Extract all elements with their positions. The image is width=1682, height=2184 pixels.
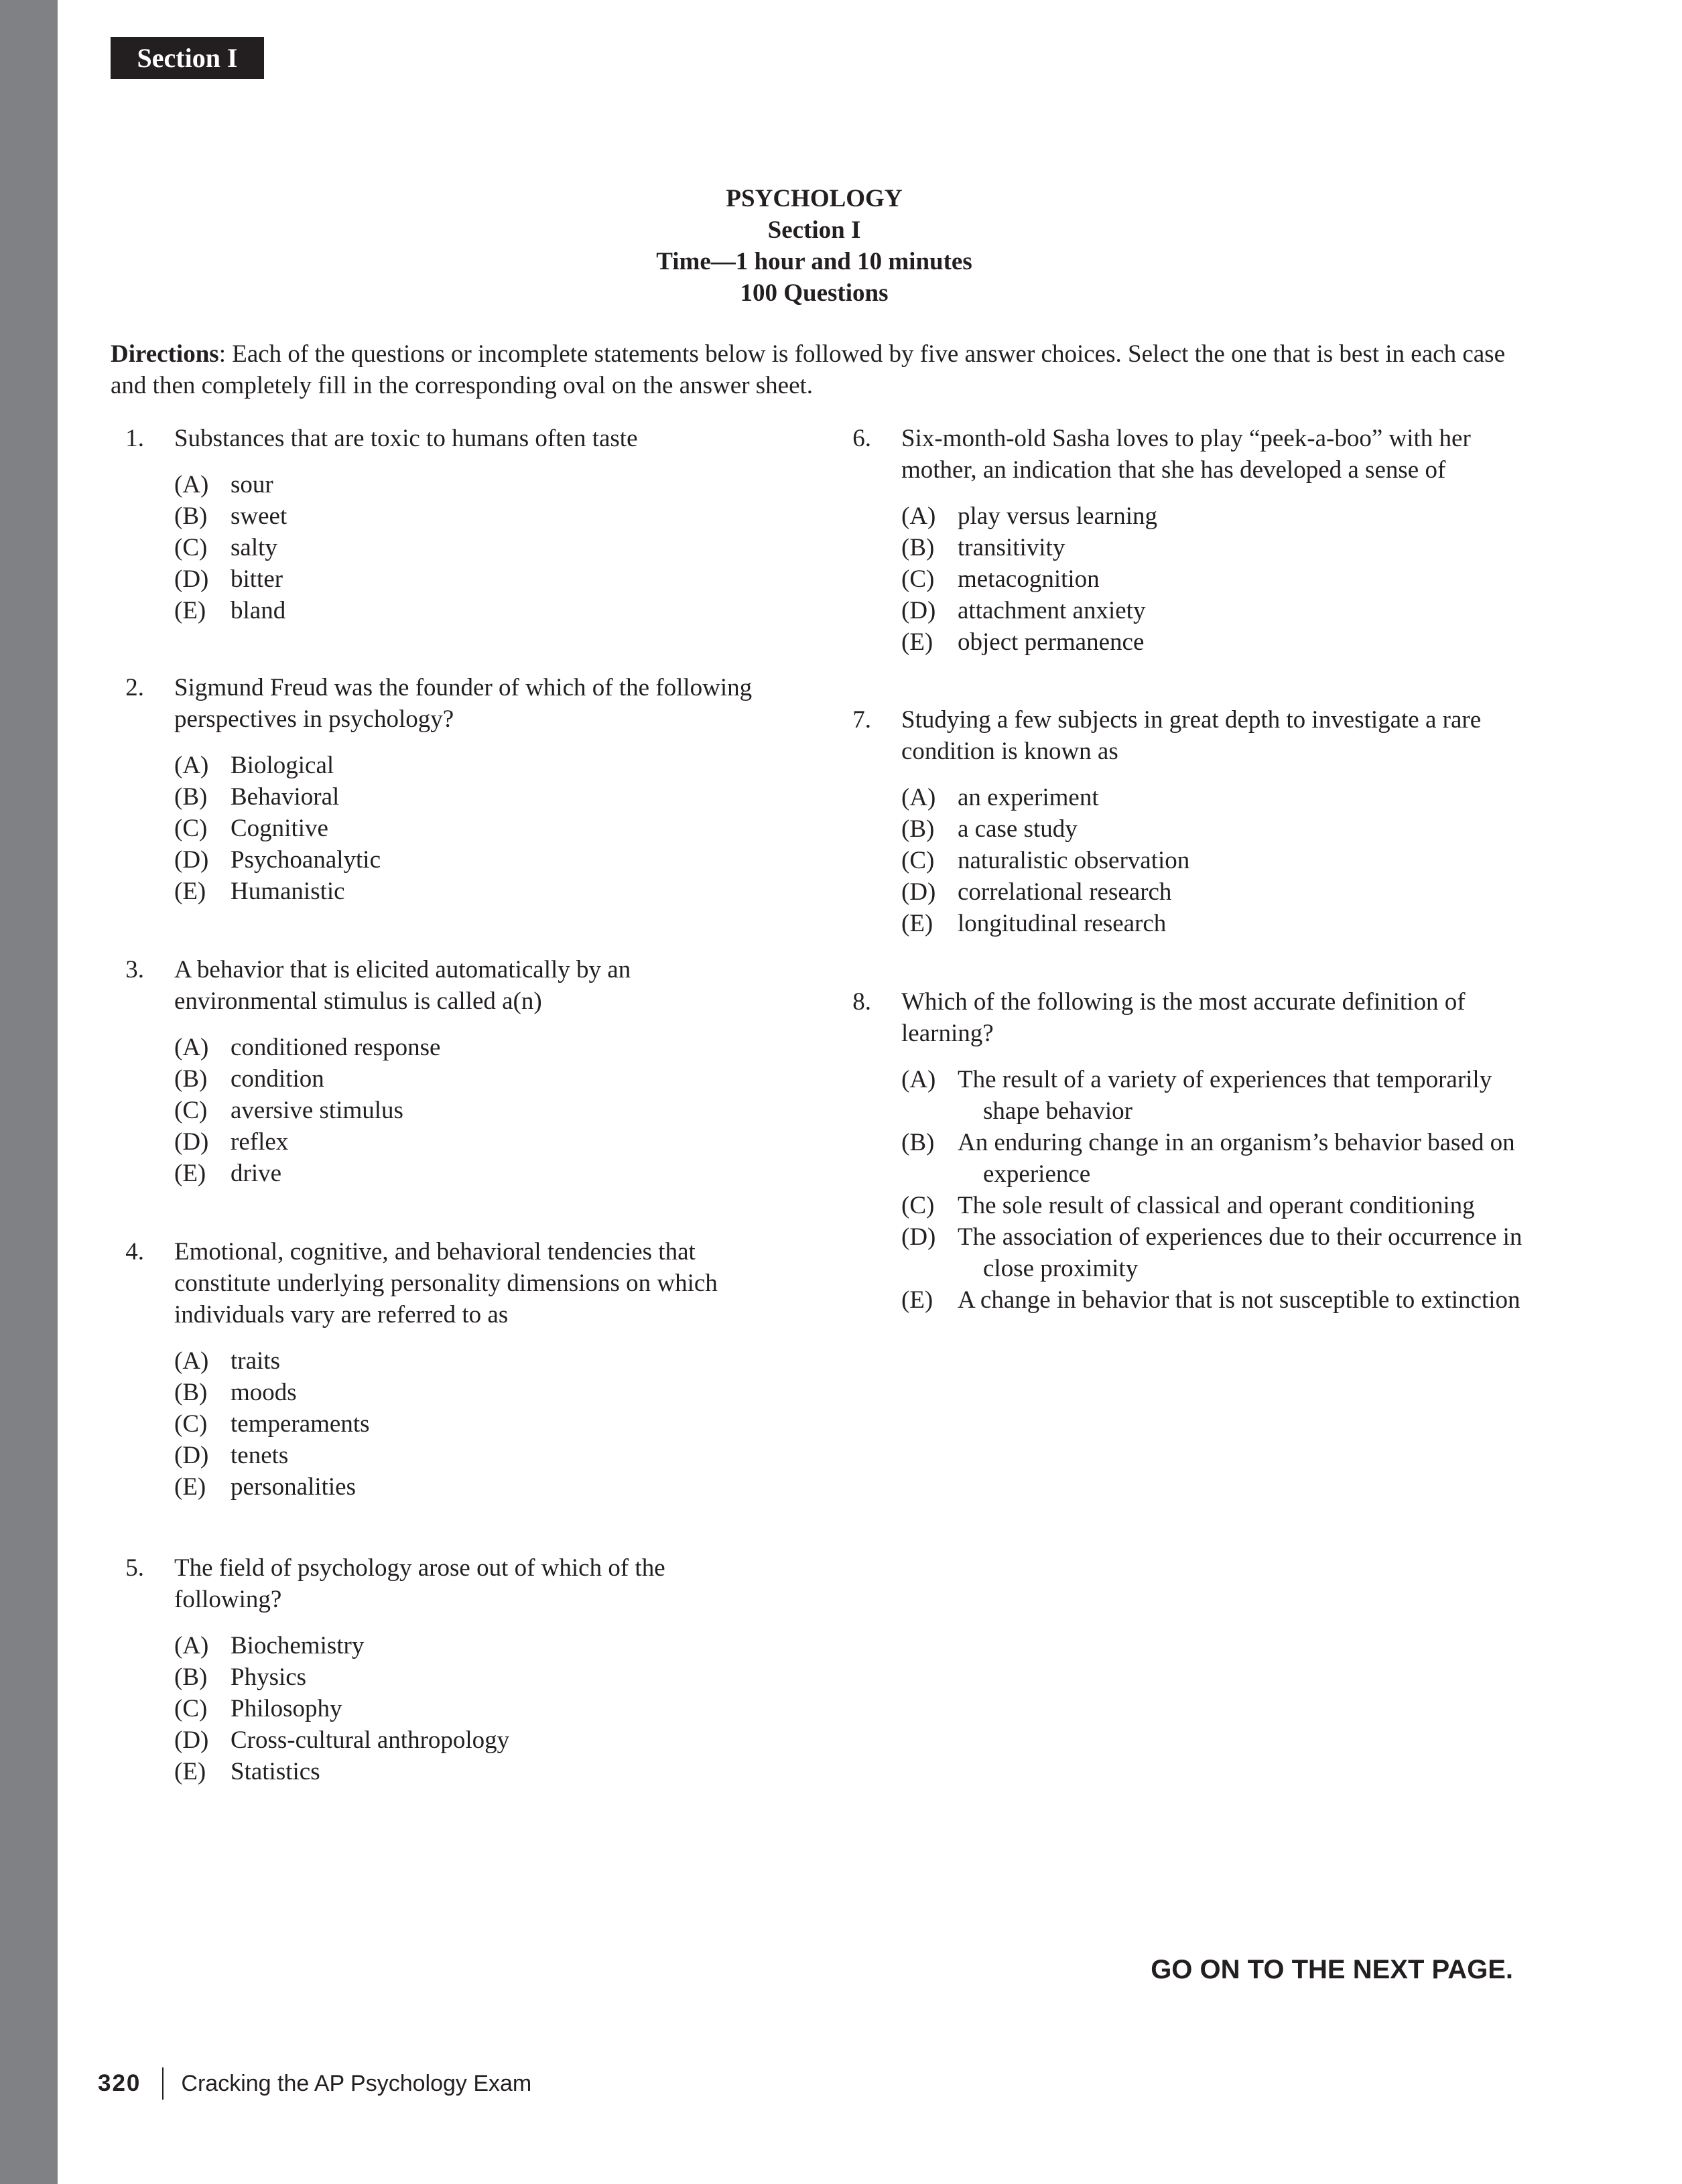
option-letter: (A)	[174, 752, 209, 779]
option-a[interactable]	[174, 1630, 774, 1661]
option-letter: (C)	[174, 1097, 208, 1124]
option-d[interactable]	[174, 844, 774, 876]
option-text: bitter	[231, 565, 283, 593]
option-c[interactable]	[174, 1693, 774, 1724]
option-text: A change in behavior that is not susceptible to extinction	[958, 1286, 1521, 1314]
question-6	[838, 423, 1535, 658]
option-e[interactable]	[901, 908, 1535, 939]
option-letter: (E)	[174, 1160, 206, 1187]
option-text: play versus learning	[958, 502, 1157, 530]
option-b[interactable]	[174, 1063, 774, 1095]
option-letter: (D)	[174, 846, 209, 874]
directions-label: Directions	[111, 340, 219, 368]
option-text: conditioned response	[231, 1034, 441, 1061]
option-text: tenets	[231, 1442, 289, 1469]
answer-options	[174, 1345, 774, 1503]
option-text: moods	[231, 1379, 297, 1406]
question-8	[838, 986, 1535, 1316]
question-stem: Substances that are toxic to humans often taste	[174, 425, 638, 452]
directions	[111, 338, 1531, 401]
option-a[interactable]	[901, 782, 1535, 813]
option-letter: (C)	[174, 1410, 208, 1438]
answer-options	[901, 500, 1535, 658]
time-limit: Time—1 hour and 10 minutes	[656, 248, 972, 275]
question-3	[111, 954, 774, 1189]
question-stem: Which of the following is the most accurate definition of learning?	[901, 988, 1466, 1047]
footer-divider	[162, 2067, 164, 2100]
option-letter: (B)	[174, 1379, 208, 1406]
option-b[interactable]	[174, 1661, 774, 1693]
option-e[interactable]	[174, 876, 774, 907]
option-text: sour	[231, 471, 273, 498]
option-text: traits	[231, 1347, 280, 1375]
option-text: temperaments	[231, 1410, 370, 1438]
option-text: condition	[231, 1065, 324, 1093]
option-letter: (B)	[174, 1663, 208, 1691]
question-stem: Six-month-old Sasha loves to play “peek-a-boo” with her mother, an indication that she has developed a sense of	[901, 425, 1471, 484]
answer-options	[901, 782, 1535, 939]
answer-options	[174, 469, 774, 626]
question-stem: Sigmund Freud was the founder of which of the following perspectives in psychology?	[174, 674, 753, 733]
exam-header	[0, 183, 1628, 309]
go-next-notice: GO ON TO THE NEXT PAGE.	[1151, 1955, 1513, 1984]
answer-options	[174, 1630, 774, 1787]
question-stem: The field of psychology arose out of which of the following?	[174, 1554, 665, 1613]
option-e[interactable]	[174, 595, 774, 626]
option-text: Philosophy	[231, 1695, 342, 1722]
option-letter: (D)	[174, 1726, 209, 1754]
option-letter: (E)	[174, 878, 206, 905]
option-text: naturalistic observation	[958, 847, 1190, 874]
option-text: The result of a variety of experiences that temporarily shape behavior	[958, 1066, 1492, 1125]
option-a[interactable]	[174, 1345, 774, 1377]
option-d[interactable]	[174, 1724, 774, 1756]
option-text: Statistics	[231, 1758, 320, 1785]
option-text: aversive stimulus	[231, 1097, 403, 1124]
option-c[interactable]	[901, 563, 1535, 595]
answer-options	[174, 1032, 774, 1189]
option-text: Cognitive	[231, 815, 328, 842]
option-text: Psychoanalytic	[231, 846, 381, 874]
option-e[interactable]	[174, 1158, 774, 1189]
option-b[interactable]	[174, 1377, 774, 1408]
option-letter: (B)	[174, 783, 208, 811]
question-stem: Emotional, cognitive, and behavioral tendencies that constitute underlying personality dimensions on which individuals vary are referred to as	[174, 1238, 718, 1328]
option-a[interactable]	[174, 750, 774, 781]
option-d[interactable]	[174, 563, 774, 595]
option-d[interactable]	[901, 595, 1535, 626]
question-2	[111, 672, 774, 907]
option-letter: (D)	[174, 1442, 209, 1469]
option-letter: (B)	[901, 1129, 935, 1156]
option-e[interactable]	[901, 626, 1535, 658]
option-text: Biochemistry	[231, 1632, 365, 1659]
option-a[interactable]	[174, 1032, 774, 1063]
option-letter: (B)	[174, 1065, 208, 1093]
question-count: 100 Questions	[740, 279, 889, 307]
option-c[interactable]	[901, 1190, 1535, 1221]
question-number: 3.	[125, 956, 144, 983]
option-text: longitudinal research	[958, 910, 1167, 937]
question-number: 8.	[852, 988, 871, 1016]
page-footer	[98, 2067, 531, 2100]
option-e[interactable]	[174, 1471, 774, 1503]
option-c[interactable]	[174, 813, 774, 844]
option-letter: (E)	[901, 1286, 933, 1314]
option-letter: (C)	[901, 1192, 935, 1219]
question-stem: Studying a few subjects in great depth to investigate a rare condition is known as	[901, 706, 1482, 765]
option-letter: (E)	[174, 597, 206, 624]
option-b[interactable]	[174, 500, 774, 532]
option-text: an experiment	[958, 784, 1099, 811]
option-text: reflex	[231, 1128, 289, 1156]
option-letter: (D)	[174, 1128, 209, 1156]
option-b[interactable]	[174, 781, 774, 813]
option-text: Physics	[231, 1663, 307, 1691]
section-tab: Section I	[111, 37, 264, 79]
option-text: Cross-cultural anthropology	[231, 1726, 510, 1754]
option-letter: (D)	[901, 597, 936, 624]
question-1	[111, 423, 774, 626]
option-d[interactable]	[174, 1126, 774, 1158]
option-letter: (B)	[901, 534, 935, 561]
subject-title: PSYCHOLOGY	[726, 185, 903, 212]
option-d[interactable]	[901, 1221, 1535, 1284]
option-letter: (C)	[901, 847, 935, 874]
option-e[interactable]	[174, 1756, 774, 1787]
option-b[interactable]	[901, 1127, 1535, 1190]
question-stem: A behavior that is elicited automatically by an environmental stimulus is called a(n)	[174, 956, 631, 1015]
question-number: 7.	[852, 706, 871, 734]
option-text: a case study	[958, 815, 1078, 843]
option-text: drive	[231, 1160, 282, 1187]
option-d[interactable]	[901, 876, 1535, 908]
option-text: attachment anxiety	[958, 597, 1146, 624]
option-letter: (B)	[174, 502, 208, 530]
question-5	[111, 1552, 774, 1787]
option-d[interactable]	[174, 1440, 774, 1471]
option-c[interactable]	[174, 1408, 774, 1440]
option-letter: (C)	[174, 534, 208, 561]
option-letter: (A)	[901, 502, 936, 530]
option-text: The association of experiences due to their occurrence in close proximity	[958, 1223, 1523, 1282]
option-letter: (A)	[901, 1066, 936, 1093]
option-letter: (E)	[901, 628, 933, 656]
question-7	[838, 704, 1535, 939]
option-text: Biological	[231, 752, 334, 779]
option-text: salty	[231, 534, 277, 561]
question-number: 6.	[852, 425, 871, 452]
option-letter: (E)	[174, 1758, 206, 1785]
option-letter: (A)	[174, 1347, 209, 1375]
option-letter: (A)	[174, 1632, 209, 1659]
option-c[interactable]	[901, 845, 1535, 876]
question-number: 1.	[125, 425, 144, 452]
question-number: 5.	[125, 1554, 144, 1582]
option-text: Behavioral	[231, 783, 340, 811]
option-text: transitivity	[958, 534, 1065, 561]
option-text: bland	[231, 597, 286, 624]
option-letter: (C)	[901, 565, 935, 593]
option-text: An enduring change in an organism’s behavior based on experience	[958, 1129, 1515, 1188]
option-a[interactable]	[901, 500, 1535, 532]
question-number: 4.	[125, 1238, 144, 1266]
option-letter: (E)	[901, 910, 933, 937]
option-text: sweet	[231, 502, 287, 530]
side-bar	[0, 0, 58, 2184]
option-letter: (D)	[901, 1223, 936, 1251]
option-a[interactable]	[901, 1064, 1535, 1127]
directions-text: : Each of the questions or incomplete statements below is followed by five answer choices. Select the one that is best in each case and then completely fill in the corresponding oval on the answer sheet.	[111, 340, 1505, 399]
option-letter: (C)	[174, 1695, 208, 1722]
option-letter: (A)	[174, 471, 209, 498]
section-title: Section I	[767, 216, 861, 244]
option-b[interactable]	[901, 813, 1535, 845]
question-4	[111, 1236, 774, 1503]
option-letter: (C)	[174, 815, 208, 842]
option-letter: (B)	[901, 815, 935, 843]
answer-options	[174, 750, 774, 907]
option-text: metacognition	[958, 565, 1100, 593]
option-text: The sole result of classical and operant conditioning	[958, 1192, 1475, 1219]
option-b[interactable]	[901, 532, 1535, 563]
option-c[interactable]	[174, 1095, 774, 1126]
question-number: 2.	[125, 674, 144, 701]
book-title: Cracking the AP Psychology Exam	[181, 2070, 532, 2096]
option-letter: (E)	[174, 1473, 206, 1501]
option-letter: (D)	[901, 878, 936, 906]
page-number: 320	[98, 2070, 141, 2096]
option-text: correlational research	[958, 878, 1172, 906]
option-letter: (A)	[901, 784, 936, 811]
option-text: object permanence	[958, 628, 1145, 656]
option-a[interactable]	[174, 469, 774, 500]
option-letter: (D)	[174, 565, 209, 593]
option-text: personalities	[231, 1473, 357, 1501]
option-e[interactable]	[901, 1284, 1535, 1316]
option-text: Humanistic	[231, 878, 345, 905]
option-c[interactable]	[174, 532, 774, 563]
option-letter: (A)	[174, 1034, 209, 1061]
answer-options	[901, 1064, 1535, 1316]
